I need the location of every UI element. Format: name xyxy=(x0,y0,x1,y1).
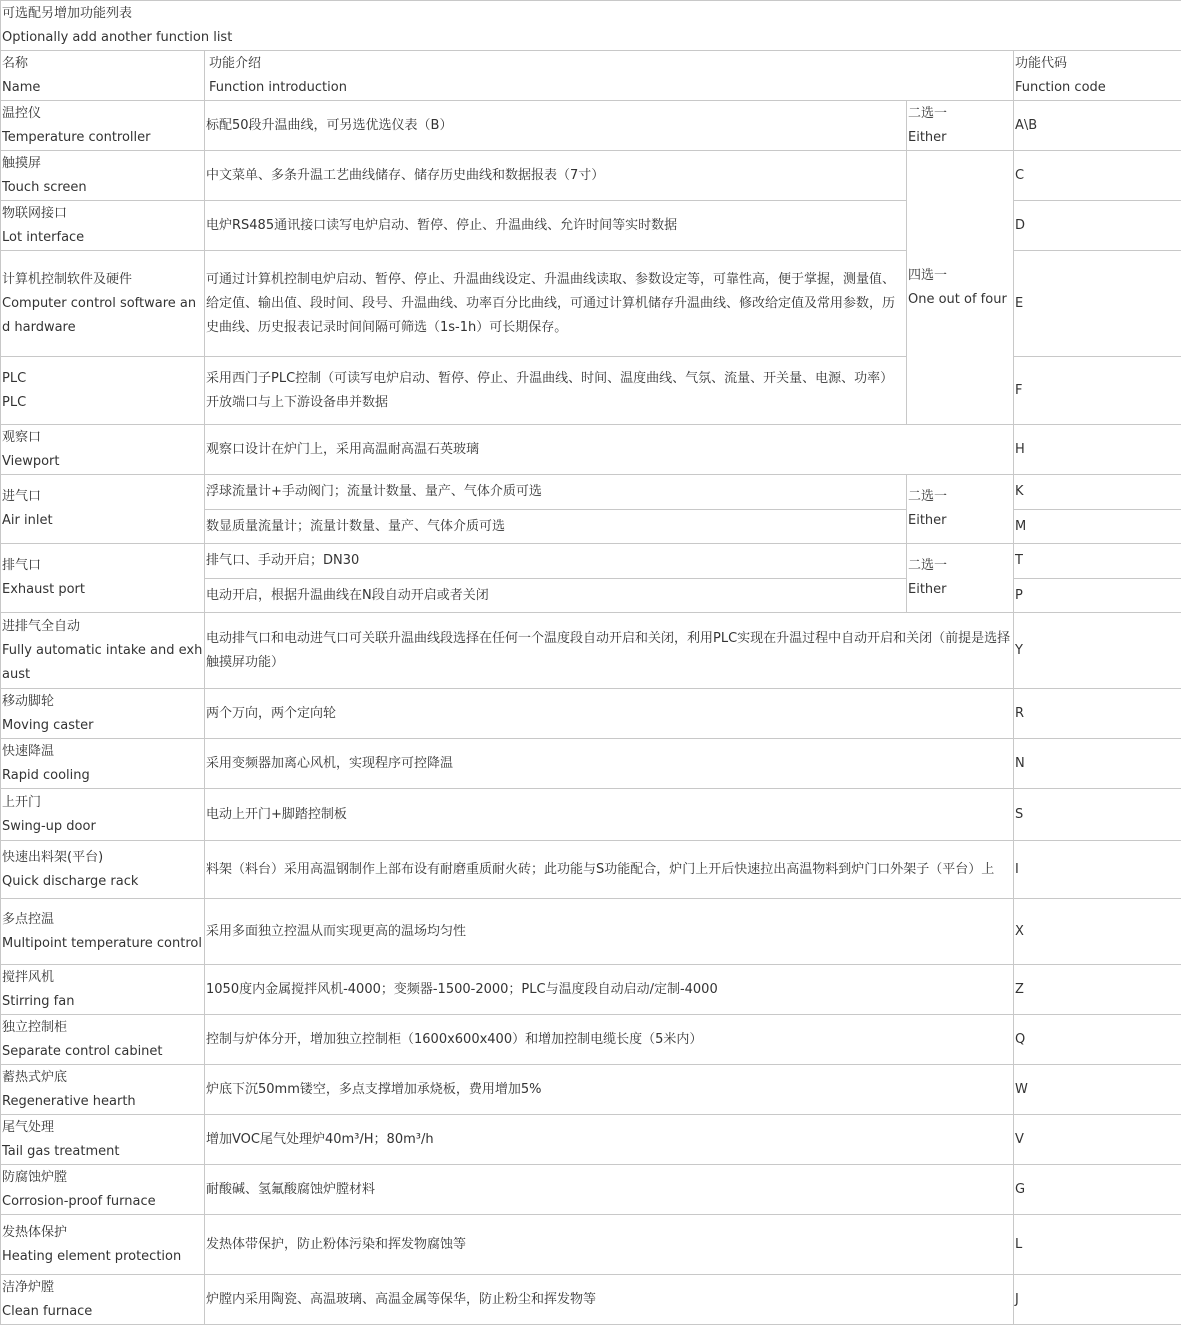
table-row xyxy=(1,1065,1181,1115)
table-row xyxy=(1,1115,1181,1165)
row-desc: 电动排气口和电动进气口可关联升温曲线段选择在任何一个温度段自动开启和关闭，利用PLC实现在升温过程中自动开启和关闭（前提是选择触摸屏功能） xyxy=(205,613,1014,689)
header-intro xyxy=(205,51,1014,101)
table-row xyxy=(1,841,1181,899)
table-row xyxy=(1,475,1181,510)
row-name xyxy=(1,101,205,151)
header-code-cn: 功能代码 xyxy=(1015,55,1068,71)
row-name xyxy=(1,613,205,689)
row-name xyxy=(1,1015,205,1065)
row-desc: 增加VOC尾气处理炉40m³/H；80m³/h xyxy=(205,1115,1014,1165)
row-name-en: Exhaust port xyxy=(2,582,86,597)
row-name-cn: 防腐蚀炉膛 xyxy=(2,1169,68,1185)
group-either-2 xyxy=(907,475,1014,544)
row-name-en: Corrosion-proof furnace xyxy=(2,1193,156,1209)
row-code: Y xyxy=(1014,613,1181,689)
row-code: Q xyxy=(1014,1015,1181,1065)
header-code-en: Function code xyxy=(1015,79,1106,95)
table-row xyxy=(1,613,1181,689)
group-label-cn: 二选一 xyxy=(908,489,948,504)
row-name xyxy=(1,425,205,475)
row-name-cn: PLC xyxy=(2,370,27,386)
row-desc: 炉底下沉50mm镂空，多点支撑增加承烧板，费用增加5% xyxy=(205,1065,1014,1115)
row-desc: 电炉RS485通讯接口读写电炉启动、暂停、停止、升温曲线、允许时间等实时数据 xyxy=(205,201,907,251)
table-row xyxy=(1,425,1181,475)
group-four xyxy=(907,151,1014,425)
row-name-en: Lot interface xyxy=(2,229,85,245)
row-desc: 采用变频器加离心风机，实现程序可控降温 xyxy=(205,739,1014,789)
table-row xyxy=(1,151,1181,201)
row-name-en: Multipoint temperature control xyxy=(2,935,202,951)
table-row xyxy=(1,1015,1181,1065)
row-name xyxy=(1,357,205,425)
group-label-en: Either xyxy=(908,582,947,597)
row-name xyxy=(1,689,205,739)
row-name-cn: 移动脚轮 xyxy=(2,693,55,709)
row-name-en: Moving caster xyxy=(2,717,94,733)
row-name-en: Regenerative hearth xyxy=(2,1093,136,1109)
row-desc: 观察口设计在炉门上，采用高温耐高温石英玻璃 xyxy=(205,425,1014,475)
row-name-cn: 搅拌风机 xyxy=(2,969,55,985)
row-name xyxy=(1,1165,205,1215)
row-code: W xyxy=(1014,1065,1181,1115)
table-row xyxy=(1,789,1181,841)
row-code-a: T xyxy=(1014,544,1181,579)
row-code-a: K xyxy=(1014,475,1181,510)
row-code: J xyxy=(1014,1275,1181,1325)
row-name-en: Heating element protection xyxy=(2,1248,182,1264)
row-code: Z xyxy=(1014,965,1181,1015)
row-desc-b: 数显质量流量计；流量计数量、量产、气体介质可选 xyxy=(205,510,907,544)
row-name-cn: 发热体保护 xyxy=(2,1224,68,1240)
group-label-cn: 四选一 xyxy=(908,267,948,283)
row-name-cn: 快速出料架(平台) xyxy=(2,849,104,865)
table-row xyxy=(1,544,1181,579)
row-name-en: Rapid cooling xyxy=(2,767,90,783)
title-en: Optionally add another function list xyxy=(2,29,233,45)
header-name-cn: 名称 xyxy=(2,55,29,71)
row-code: G xyxy=(1014,1165,1181,1215)
row-name xyxy=(1,151,205,201)
row-desc: 采用多面独立控温从而实现更高的温场均匀性 xyxy=(205,899,1014,965)
row-name-en: Viewport xyxy=(2,453,60,469)
row-name-cn: 观察口 xyxy=(2,429,42,445)
row-name xyxy=(1,251,205,357)
row-name-cn: 多点控温 xyxy=(2,911,55,927)
row-desc: 两个万向，两个定向轮 xyxy=(205,689,1014,739)
row-name xyxy=(1,1115,205,1165)
row-name xyxy=(1,1275,205,1325)
title-cn: 可选配另增加功能列表 xyxy=(2,5,133,21)
row-name-en: Touch screen xyxy=(2,179,87,195)
row-name-en: Quick discharge rack xyxy=(2,873,139,889)
row-code: S xyxy=(1014,789,1181,841)
row-name-en: Tail gas treatment xyxy=(2,1143,120,1159)
row-code: A\B xyxy=(1014,101,1181,151)
row-name xyxy=(1,475,205,544)
row-name xyxy=(1,965,205,1015)
row-name-en: PLC xyxy=(2,394,27,410)
row-name xyxy=(1,739,205,789)
row-name-en: Computer control software and hardware xyxy=(2,295,197,335)
row-name-cn: 温控仪 xyxy=(2,105,42,121)
table-title xyxy=(1,1,1181,51)
row-desc: 1050度内金属搅拌风机-4000；变频器-1500-2000；PLC与温度段自动启动/定制-4000 xyxy=(205,965,1014,1015)
row-name-cn: 触摸屏 xyxy=(2,155,42,171)
row-code-b: P xyxy=(1014,579,1181,613)
row-name xyxy=(1,899,205,965)
row-code: F xyxy=(1014,357,1181,425)
row-code: I xyxy=(1014,841,1181,899)
row-desc: 控制与炉体分开，增加独立控制柜（1600x600x400）和增加控制电缆长度（5米内） xyxy=(205,1015,1014,1065)
row-code: E xyxy=(1014,251,1181,357)
row-name-en: Temperature controller xyxy=(2,129,151,145)
group-either-1 xyxy=(907,101,1014,151)
row-desc: 中文菜单、多条升温工艺曲线储存、储存历史曲线和数据报表（7寸） xyxy=(205,151,907,201)
table-row xyxy=(1,1275,1181,1325)
row-desc-b: 电动开启，根据升温曲线在N段自动开启或者关闭 xyxy=(205,579,907,613)
group-label-cn: 二选一 xyxy=(908,105,948,121)
row-desc: 可通过计算机控制电炉启动、暂停、停止、升温曲线设定、升温曲线读取、参数设定等，可靠性高，便于掌握，测量值、给定值、输出值、段时间、段号、升温曲线、功率百分比曲线，可通过计算机储存升温曲线、修改给定值及常用参数，历史曲线、历史报表记录时间间隔可筛选（1s-1h）可长期保存。 xyxy=(205,251,907,357)
table-row xyxy=(1,1165,1181,1215)
header-intro-cn: 功能介绍 xyxy=(209,55,262,71)
row-name-cn: 上开门 xyxy=(2,794,42,810)
row-name xyxy=(1,544,205,613)
header-intro-en: Function introduction xyxy=(209,79,347,95)
row-desc: 标配50段升温曲线，可另选优选仪表（B） xyxy=(205,101,907,151)
header-code xyxy=(1014,51,1181,101)
row-name-en: Separate control cabinet xyxy=(2,1043,163,1059)
row-name-en: Swing-up door xyxy=(2,818,96,834)
row-code: D xyxy=(1014,201,1181,251)
row-name-en: Clean furnace xyxy=(2,1303,93,1319)
table-title-row xyxy=(1,1,1181,51)
table-header-row xyxy=(1,51,1181,101)
row-desc: 耐酸碱、氢氟酸腐蚀炉膛材料 xyxy=(205,1165,1014,1215)
row-name xyxy=(1,841,205,899)
row-code: R xyxy=(1014,689,1181,739)
row-code: C xyxy=(1014,151,1181,201)
table-row xyxy=(1,101,1181,151)
row-desc: 炉膛内采用陶瓷、高温玻璃、高温金属等保华，防止粉尘和挥发物等 xyxy=(205,1275,1014,1325)
row-code: V xyxy=(1014,1115,1181,1165)
row-desc-a: 排气口、手动开启；DN30 xyxy=(205,544,907,579)
row-name xyxy=(1,1215,205,1275)
row-name-en: Stirring fan xyxy=(2,993,75,1009)
row-desc-a: 浮球流量计+手动阀门；流量计数量、量产、气体介质可选 xyxy=(205,475,907,510)
row-desc: 料架（料台）采用高温钢制作上部布设有耐磨重质耐火砖；此功能与S功能配合，炉门上开后快速拉出高温物料到炉门口外架子（平台）上 xyxy=(205,841,1014,899)
table-row xyxy=(1,689,1181,739)
table-row xyxy=(1,1215,1181,1275)
row-name-cn: 蓄热式炉底 xyxy=(2,1069,68,1085)
group-label-cn: 二选一 xyxy=(908,558,948,573)
row-desc: 发热体带保护，防止粉体污染和挥发物腐蚀等 xyxy=(205,1215,1014,1275)
table-row xyxy=(1,965,1181,1015)
row-desc: 电动上开门+脚踏控制板 xyxy=(205,789,1014,841)
row-name-cn: 计算机控制软件及硬件 xyxy=(2,271,133,287)
row-code: H xyxy=(1014,425,1181,475)
row-code: N xyxy=(1014,739,1181,789)
header-name-en: Name xyxy=(2,79,41,95)
group-label-en: Either xyxy=(908,513,947,528)
group-label-en: Either xyxy=(908,129,947,145)
row-name-cn: 物联网接口 xyxy=(2,205,68,221)
row-name-cn: 进排气全自动 xyxy=(2,618,81,634)
row-code: X xyxy=(1014,899,1181,965)
table-row xyxy=(1,739,1181,789)
row-name xyxy=(1,789,205,841)
row-name-cn: 排气口 xyxy=(2,558,42,573)
group-label-en: One out of four xyxy=(908,291,1007,307)
row-name-en: Fully automatic intake and exhaust xyxy=(2,642,203,682)
row-name-cn: 进气口 xyxy=(2,489,42,504)
row-name-cn: 独立控制柜 xyxy=(2,1019,68,1035)
row-name-cn: 洁净炉膛 xyxy=(2,1279,55,1295)
row-code: L xyxy=(1014,1215,1181,1275)
row-name-cn: 尾气处理 xyxy=(2,1119,55,1135)
header-name xyxy=(1,51,205,101)
row-name xyxy=(1,1065,205,1115)
row-name xyxy=(1,201,205,251)
row-name-en: Air inlet xyxy=(2,513,53,528)
row-desc: 采用西门子PLC控制（可读写电炉启动、暂停、停止、升温曲线、时间、温度曲线、气氛、流量、开关量、电源、功率）开放端口与上下游设备串并数据 xyxy=(205,357,907,425)
row-code-b: M xyxy=(1014,510,1181,544)
table-row xyxy=(1,899,1181,965)
row-name-cn: 快速降温 xyxy=(2,743,55,759)
group-either-3 xyxy=(907,544,1014,613)
